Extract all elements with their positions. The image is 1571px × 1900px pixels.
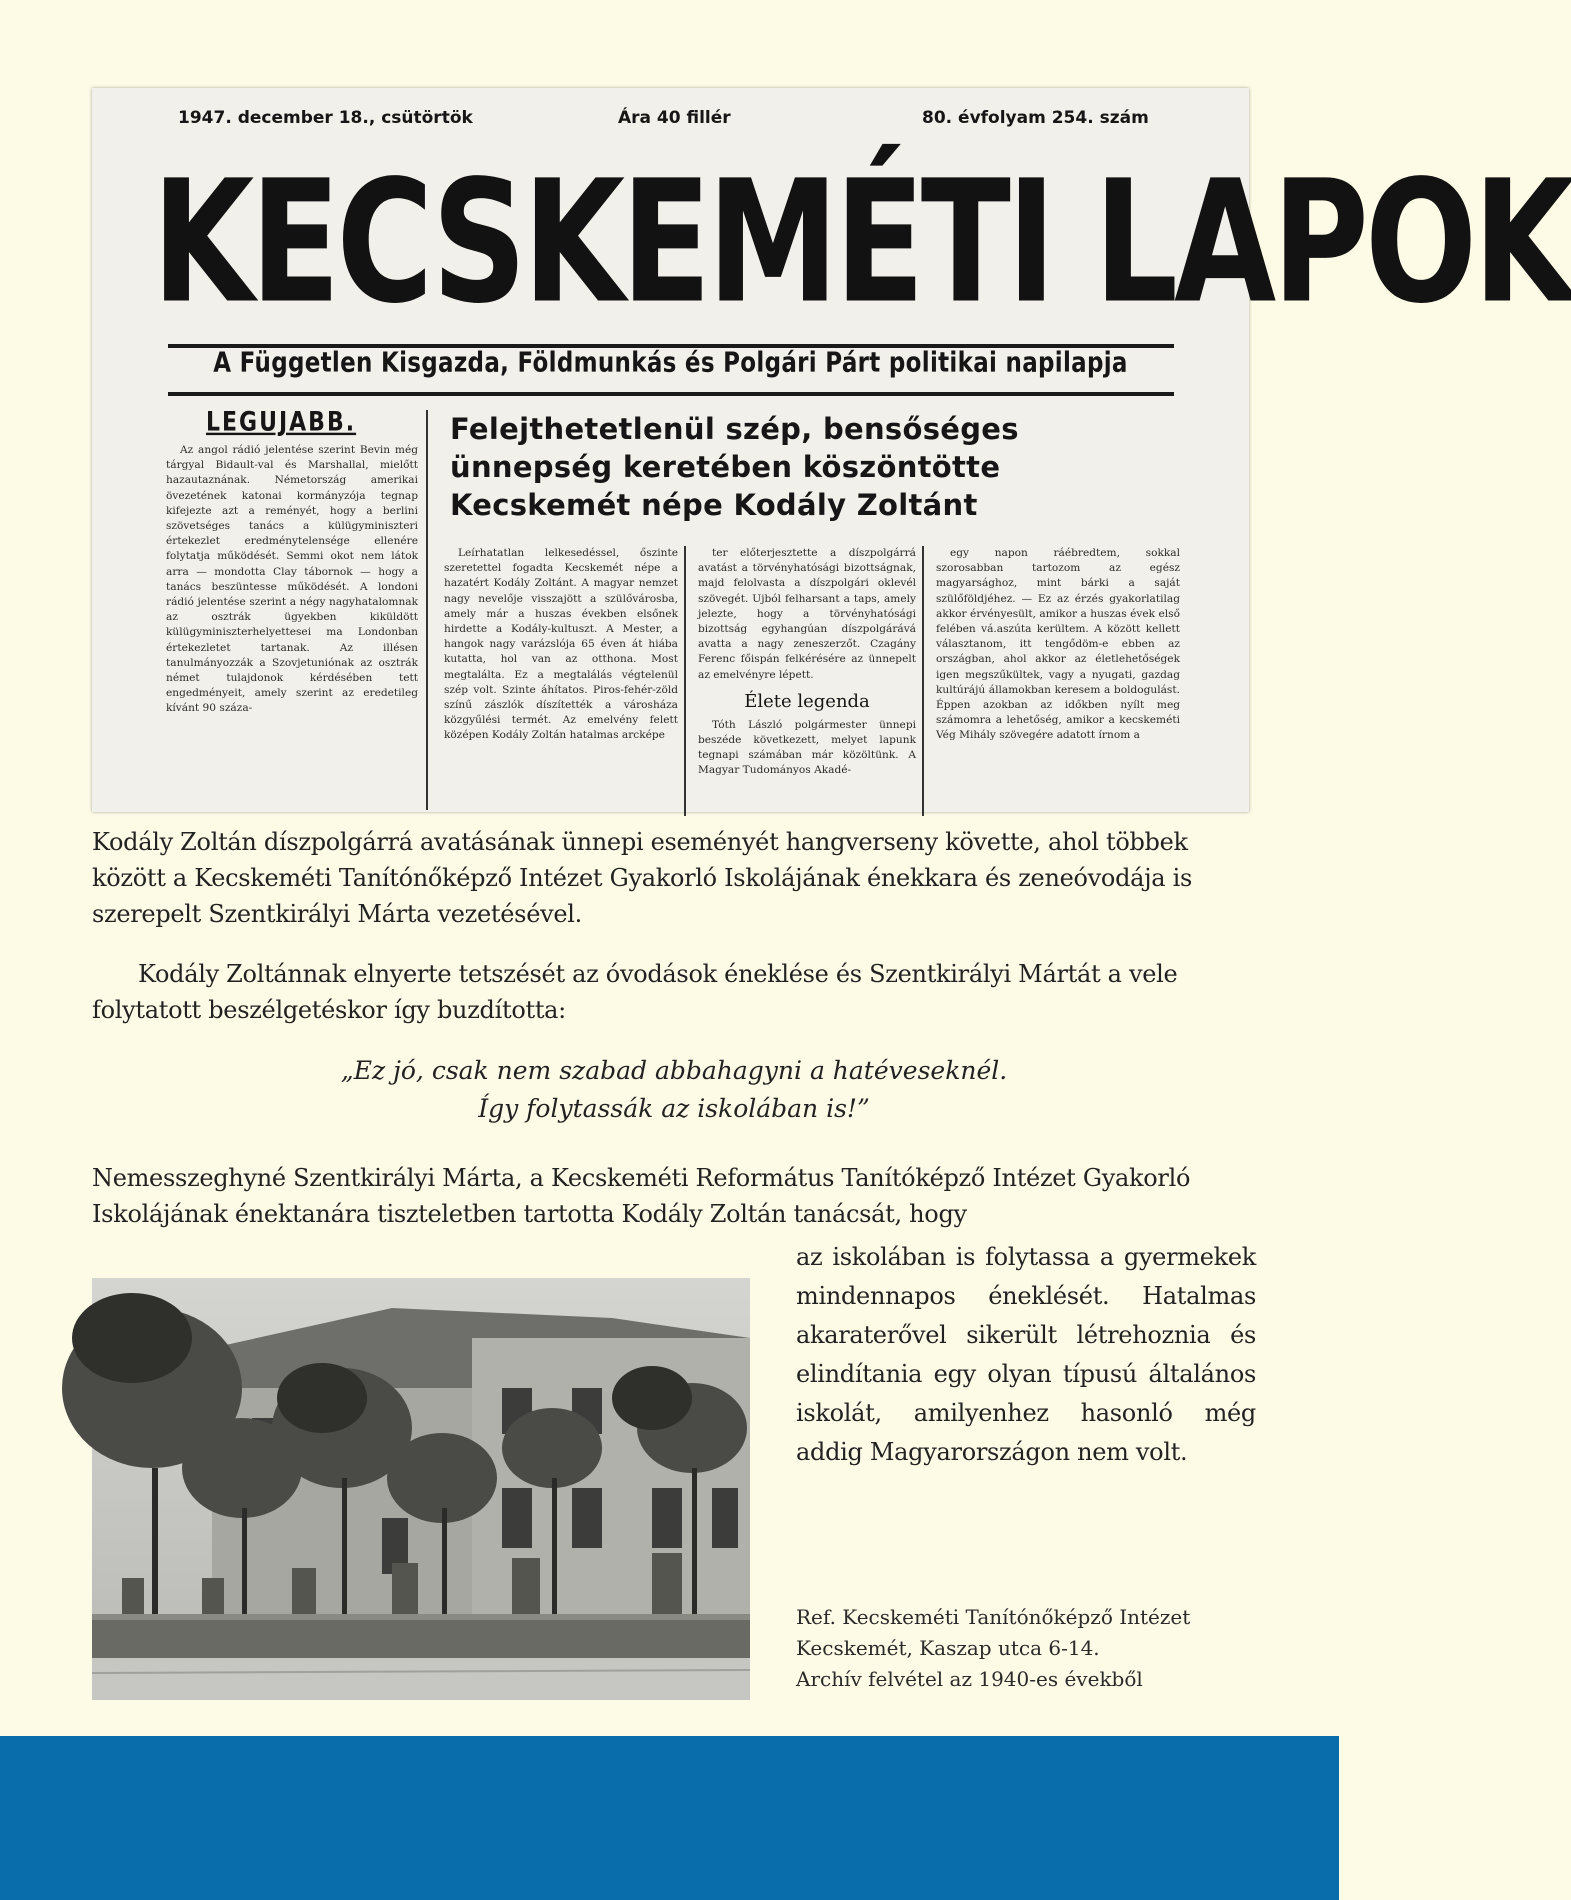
article-column-2	[692, 546, 924, 816]
newspaper-subtitle: A Független Kisgazda, Földmunkás és Polgári Párt politikai napilapja	[213, 347, 1128, 379]
caption-line-3: Archív felvétel az 1940-es évekből	[796, 1667, 1143, 1691]
article-column-3-text: egy napon ráébredtem, sokkal szorosabban tartozom az egész magyarsághoz, mint bárki a saját szülőföldjéhez. — Ez az érzés gyakorlatilag akkor érvényesült, amikor a huszas évek első felében vá.aszúta kerültem. A között kellett választanom, itt tengődöm-e ebben az országban, ahol akkor az életlehetőségek igen megszűkültek, vagy a nyugati, gazdag kultúrájú államokban keresem a boldogulást. Éppen azokban az időkben nyílt meg számomra a lehetőség, amikor a kecskeméti Vég Mihály szövegére adatott írnom a	[936, 547, 1180, 742]
newspaper-date: 1947. december 18., csütörtök	[178, 108, 473, 128]
newspaper-headline	[450, 410, 1190, 524]
article-column-1-text: Leírhatatlan lelkesedéssel, őszinte szeretettel fogadta Kecskemét népe a hazatért Kodály Zoltánt. A magyar nemzet nagy nevelője visszajött a szülővárosba, amely már a huszas években elsőnek hirdette a Kodály-kultuszt. A Mester, a hangok nagy varázslója 65 éven át hiába kutatta, hol van az otthona. Most megtalálta. Ez a megtalálás végtelenül szép volt. Szinte áhítatos. Piros-fehér-zöld színű zászlók díszítették a városháza közgyűlési termét. Az emelvény felett középen Kodály Zoltán hatalmas arcképe	[444, 547, 678, 742]
newspaper-masthead: KECSKEMÉTI LAPOK	[152, 144, 1571, 342]
latest-column-text: Az angol rádió jelentése szerint Bevin még tárgyal Bidault-val és Marshallal, mielőtt hazautaznának. Németország amerikai övezetének katonai kormányzója tegnap kifejezte azt a reményét, hogy a berlini szövetséges tanács a külügyminiszteri értekezlet eredménytelensége ellenére folytatja működését. Semmi okot nem látok arra — mondotta Clay tábornok — hogy a tanács beszüntesse működését. A londoni rádió jelentése szerint a négy nagyhatalomnak az osztrák ügyekben kiküldött külügyminiszterhelyettesei ma Londonban értekezletet tartanak. Az illésen tanulmányozzák a Szovjetuniónak az osztrák német tulajdonok kérdésében tett engedményeit, amely szerint az eredetileg kívánt 90 száza-	[166, 444, 418, 715]
newspaper-dateline	[92, 104, 1249, 134]
school-building-photo	[92, 1278, 750, 1700]
photo-caption	[796, 1602, 1256, 1695]
headline-line-2: ünnepség keretében köszöntötte	[450, 450, 1001, 484]
kodaly-quote	[92, 1052, 1256, 1128]
latest-column-heading: LEGUJABB.	[206, 407, 357, 438]
body-paragraph-3-continued: az iskolában is folytassa a gyermekek mindennapos éneklését. Hatalmas akaraterővel sikerült létrehoznia és elindítania egy olyan típusú általános iskolát, amilyenhez hasonló még addig Magyarországon nem volt.	[796, 1243, 1256, 1466]
headline-line-3: Kecskemét népe Kodály Zoltánt	[450, 488, 978, 522]
article-column-2-text-b: Tóth László polgármester ünnepi beszéde következett, melyet lapunk tegnapi számában már közöltünk. A Magyar Tudományos Akadé-	[698, 718, 916, 777]
body-paragraph-1: Kodály Zoltán díszpolgárrá avatásának ünnepi eseményét hangverseny követte, ahol többek között a Kecskeméti Tanítónőképző Intézet Gyakorló Iskolájának énekkara és zeneóvodája is szerepelt Szentkirályi Márta vezetésével.	[92, 828, 1193, 928]
article-column-2-text-a: ter előterjesztette a díszpolgárrá avatást a törvényhatósági bizottságnak, majd felolvasta a díszpolgári oklevél szövegét. Ujból felharsant a taps, amely jelezte, hogy a törvényhatósági bizottság egyhangúan díszpolgárává avatta a nagy zeneszerzőt. Czagány Ferenc főispán felkérésére az ünnepelt az emelvényre lépett.	[698, 547, 916, 681]
article-column-1	[444, 546, 686, 816]
caption-line-1: Ref. Kecskeméti Tanítónőképző Intézet	[796, 1605, 1191, 1629]
caption-line-2: Kecskemét, Kaszap utca 6-14.	[796, 1636, 1100, 1660]
headline-line-1: Felejthetetlenül szép, bensőséges	[450, 412, 1019, 446]
quote-line-2: Így folytassák az iskolában is!”	[478, 1094, 870, 1123]
newspaper-clipping	[92, 88, 1571, 812]
school-building-photo-graphic	[92, 1278, 750, 1700]
masthead-rule-bottom	[168, 392, 1174, 396]
footer-color-band	[0, 1736, 1339, 1900]
newspaper-price: Ára 40 fillér	[618, 108, 731, 128]
article-subheading: Élete legenda	[744, 690, 870, 712]
quote-line-1: „Ez jó, csak nem szabad abbahagyni a hatéveseknél.	[340, 1056, 1008, 1085]
newspaper-volume: 80. évfolyam 254. szám	[922, 108, 1149, 128]
newspaper-latest-column	[166, 407, 428, 810]
body-paragraph-2: Kodály Zoltánnak elnyerte tetszését az óvodások éneklése és Szentkirályi Mártát a vele folytatott beszélgetéskor így buzdította:	[92, 960, 1178, 1024]
body-paragraph-3: Nemesszeghyné Szentkirályi Márta, a Kecskeméti Református Tanítóképző Intézet Gyakorló Iskolájának énektanára tiszteletben tartotta Kodály Zoltán tanácsát, hogy	[92, 1164, 1191, 1228]
article-column-3	[930, 546, 1180, 816]
